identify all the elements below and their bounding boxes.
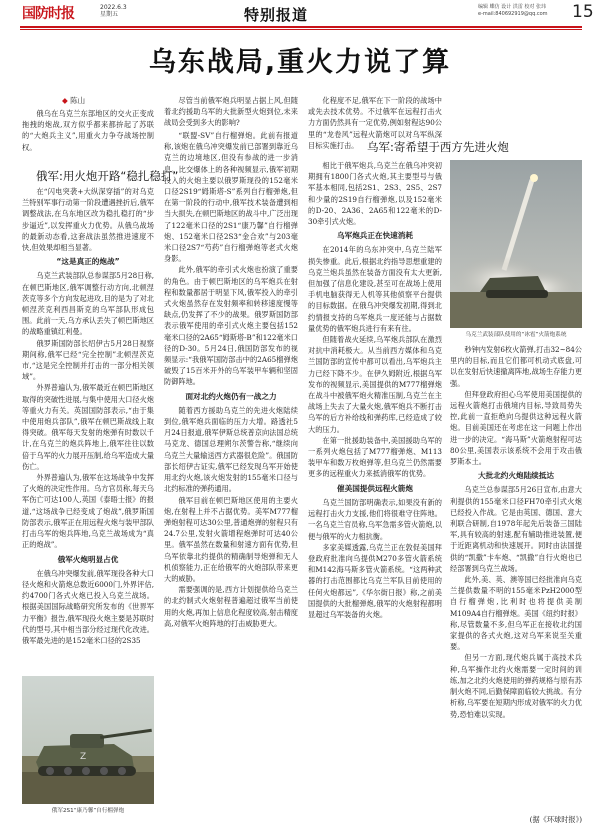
email-line: e-mail:840692919@qq.com [478,11,548,17]
paragraph: 此外,美、英、澳等国已经批准向乌克兰提供数量不明的155毫米PzH2000型自行榴弹炮,比利时也将提供美制M109A4自行榴弹炮。美国《纽约时报》称,尽管数量不多,但乌军正在接收北约国家提供的各式火炮,这对乌军来说至关重要。 [450,575,582,652]
rocket-launch-image [450,160,582,328]
masthead [0,0,600,24]
paragraph: 化程度不足,俄军在下一阶段的战场中或先去技术优势。不过俄军在远程打击火力方面仍然具有一定优势,例如射程达90公里的“龙卷风”远程火箭炮可以对乌军纵深目标实施打击。 [308,96,442,150]
subheading: 催美国提供远程火箭炮 [337,483,413,493]
page-number: 15 [572,2,594,22]
issue-date: 2022.6.3 [100,4,127,11]
photo1-caption: 俄军2S1“康乃馨”自行榴弹炮 [51,808,125,814]
lead-column-2 [164,95,298,129]
section2-column-2 [450,344,582,814]
subheading: 乌军炮兵正在快速消耗 [337,231,413,241]
paragraph: 但拜登政府担心乌军使用美国提供的远程火箭炮打击俄境内目标,导致局势失控,此前一直拒绝向乌提供这种远程火箭炮。目前美国还在考虑在这一问题上作出进一步的决定。“海马斯”火箭炮射程可达80公里,美国表示该系统不会用于攻击俄罗斯本土。 [450,389,582,467]
subheading: 俄军火炮明显占优 [57,554,119,564]
paragraph: 在2014年的乌东冲突中,乌克兰陆军损失惨重。此后,根据北约指导思想重建的乌克兰炮兵虽然在装备方面没有太大更新,但加强了信息化建设,甚至可在战场上使用手机电脑获得无人机等其他侦察平台提供的目标数据。在俄乌冲突爆发初期,得到北约情报支持的乌军炮兵一度还能与占据数量优势的俄军炮兵进行有来有往。 [308,245,442,333]
subheading: “这是真正的炮战” [56,257,120,267]
section2-title-text: 乌军:寄希望于西方先进火炮 [367,140,509,154]
author-name: 陈山 [70,96,86,105]
subheading: 大批北约火炮陆续抵达 [478,471,554,481]
author-byline [62,95,85,106]
paragraph: 相比于俄军炮兵,乌克兰在俄乌冲突初期拥有1800门各式火炮,其主要型号与俄军基本相同,包括2S1、2S3、2S5、2S7和少量的2S19自行榴弹炮,以及152毫米的D-20、2A36、2A65和122毫米的D-30牵引式火炮。 [308,161,442,227]
paragraph: 俄军目前在顿巴斯地区使用的主要火炮,在射程上并不占据优势。美军M777榴弹炮射程可达30公里,普通炮弹的射程只有24.7公里,发射火箭增程炮弹时可达40公里。俄军虽然在数量和射速方面有优势,但乌军依靠北约提供的精确制导炮弹和无人机侦察能力,正在给俄军的火炮部队带来更大的威胁。 [164,495,298,583]
paragraph: 在俄乌冲突爆发前,俄军现役各种大口径火炮和火箭炮总数近6000门,外界评估,约4700门各式火炮已投入乌克兰战场。根据美国国际战略研究所发布的《世界军力平衡》报告,俄军现役火炮主要是苏联时代的型号,其中相当部分经过现代化改进。俄军最先进的是152毫米口径的2S35 [22,568,154,645]
paragraph: 俄罗斯国防部长绍伊古5月28日视察期间称,俄军已经“完全控制”北顿涅茨克市,“这是完全控制并打击的一部分相关领域”。 [22,338,154,382]
paragraph: 乌克兰武装部队总参谋部5月28日称,在顿巴斯地区,俄军调整行动方向,北顿涅茨克等多个方向发起进攻,目的是为了对北顿涅茨克利西昌斯克的乌军部队形成包围。此前一天,乌方承认丢失了顿巴斯地区的战略重镇红利曼。 [22,271,154,337]
section1-column-3 [308,95,442,150]
section2-title [367,139,509,155]
paragraph: 此外,俄军的牵引式火炮也扮演了重要的角色。由于顿巴斯地区的乌军炮兵在射程和数量都居于明显下风,俄军投入的牵引式火炮虽然存在发射频率和转移速度慢等缺点,仍发挥了不少的战果。俄罗斯国防部表示俄军使用的牵引式火炮主要包括152毫米口径的2A65“姆斯塔-B”和122毫米口径的D-30。5月24日,俄国防部发布的视频显示:“我俄军国防部击中的2A65榴弹炮破毁了15百米开外的乌军装甲车辆和坚固防御阵地。 [164,265,298,387]
lead-paragraph: 俄乌在乌克兰东部地区的交火正变成拖拽的炮战,双方似乎都来都拚起了苏联的“大炮兵主义”,用重火力争夺战场控制权。 [22,109,154,152]
lead-column [22,108,154,164]
section2-column-1 [308,160,442,820]
paragraph: 多家美媒透露,乌克兰正在敦促美国拜登政府批准向乌提供M270多管火箭系统和M142海马斯多管火箭系统。“这两种武器的打击范围都比乌克兰军队目前使用的任何火炮都远”,《华尔街日报》称,之前美国提供的大批榴弹炮,俄军的火炮射程都明显超过乌军装备的火炮。 [308,542,442,619]
paragraph: 但另一方面,现代炮兵属于高技术兵种,乌军操作北约火炮需要一定时间的训练,加之北约火炮使用的弹药规格与原有苏制火炮不同,后勤保障面临较大挑战。有分析称,乌军要在短期内形成对俄军的火力优势,恐怕难以实现。 [450,653,582,719]
subheading: 面对北约火炮仍有一战之力 [185,391,277,401]
paragraph: 在第一批援助装备中,美国援助乌军的一系列火炮包括了M777榴弹炮、M113装甲车和数万枚炮弹等,但乌克兰仍然需要更多的远程重火力来抵消俄军的优势。 [308,435,442,479]
newspaper-logo: 国防时报 [22,6,74,22]
section-title: 特别报道 [244,6,309,24]
section1-column-1 [22,186,154,645]
paragraph: 随着西方援助乌克兰的先进火炮陆续到位,俄军炮兵面临的压力大增。路透社5月24日报道,俄军伊斯总统普京向法国总统马克龙、德国总理朔尔茨警告称,“继续向乌克兰大量输送西方武器很危险”。俄国防部长绍伊古证实,俄军已经发现乌军开始使用北约火炮,该火炮发射的155毫米口径与北约标准的弹药通用。 [164,405,298,494]
paragraph: “联盟-SV”自行榴弹炮。此前有报道称,该炮在俄乌冲突爆发前已部署到靠近乌克兰的边境地区,但没有参战的进一步消息。比交爆体上的各种视频显示,俄军初期投入的火炮主要以俄罗斯现役的152毫米口径2S19“姆斯塔-S”系列自行榴弹炮,但在第一阶段的行动中,俄军技术装备遭到相当大损失,在顿巴斯地区的战斗中,广泛出现了122毫米口径的2S1“康乃馨”自行榴弹炮、152毫米口径2S3“金合欢”与203毫米口径2S7“芍药”自行榴弹炮等老式火炮身影。 [164,131,298,264]
rocket-launch-photo [450,160,582,328]
paragraph: 乌克兰总参谋部5月26日宣布,由意大利提供的155毫米口径FH70牵引式火炮已经投入作战。它是由英国、德国、意大利联合研制,自1978年起先后装备三国陆军,具有较高的射速,配有辅助推进装置,便于近距离机动和快速展开。同时由法国提供的“凯撒”卡车炮、“凯撒”自行火炮也已经部署到乌克兰战场。 [450,485,582,573]
lead-paragraph-2: 尽管当前俄军炮兵明显占据上风,但随着北约援助乌军的大批新型火炮到位,未来战局会受到多大的影响? [164,96,298,128]
paragraph: 外界普遍认为,俄军在这场战争中发挥了火炮的决定性作用。乌方官员称,每天乌军伤亡可达100人,英国《泰晤士报》的报道,“这场战争已经变成了炮战”,俄罗斯国防部表示,俄军正在用远程火炮与装甲部队打击乌军的炮兵阵地,乌克兰战场成为“真正的炮战”。 [22,473,154,550]
author-marker-icon: ◆ [62,96,68,105]
svg-text:Z: Z [80,752,87,762]
artillery-photo-image [22,676,154,804]
paragraph: 需要强调的是,西方计划提供给乌克兰的北约制式火炮射程普遍超过俄军当前使用的火炮,再加上信息化程度较高,射击精度高,对俄军火炮阵地的打击威胁更大。 [164,585,298,628]
issue-weekday: 星期五 [100,11,119,18]
section1-title-text: 俄军:用火炮开路“稳扎稳打” [36,169,179,183]
paragraph: 外界普遍认为,俄军最近在顿巴斯地区取得的突破性进展,与集中使用大口径火炮等重火力有关。英国国防部表示,“由于集中使用炮兵部队”,俄军在顿巴斯战线上取得突破。俄军每天发射的炮弹有时数以千计,在乌克兰的炮兵阵地上,俄军往往以数倍于乌军的火力展开压制,给乌军造成大量伤亡。 [22,383,154,471]
paragraph: 乌克兰国防部明确表示,如果没有新的远程打击火力支援,他们将很难守住阵地。一名乌克兰官员称,乌军急需多管火箭炮,以便与俄军的火力相抗衡。 [308,497,442,541]
source-sign-block [450,814,582,826]
header-rule [20,26,582,28]
issue-date-block [100,4,127,18]
section1-column-2 [164,130,298,804]
paragraph: 秒钟内发射6枚火箭弹,打击32~84公里内的目标,而且它们都可机动式底盘,可以在发射后快速撤离阵地,战场生存能力更强。 [450,345,582,388]
artillery-photo [22,676,154,804]
source-sign: (据《环球时报》) [529,815,582,824]
paragraph: 但随着战火延续,乌军炮兵部队在激烈对抗中消耗极大。从当前西方媒体和乌克兰国防部的宣传中都可以看出,乌军炮兵主力已经下降不少。在伊久姆附近,根据乌军发布的视频显示,美国提供的M777榴弹炮在战斗中被俄军炮火精准压制,乌克兰在主战场上失去了大量火炮,俄军炮兵不断打击乌军的后方补给线和弹药库,已经造成了较大的压力。 [308,335,442,434]
photo2-caption: 乌克兰武装部队使用的“冰雹”火箭炮系统 [465,332,567,338]
header-rule-thin [20,29,582,30]
section1-title [36,168,178,184]
paragraph: 在“闪电突袭+大纵深穿插”的对乌克兰特别军事行动第一阶段遭遇挫折后,俄军调整战法,在乌东地区改为稳扎稳打的“步步逼近”,以发挥重火力优势。从俄乌战场的最新动态看,这套战法虽然推进速度不快,但效果却相当显著。 [22,187,154,253]
credits-line: 编辑 蝶仿 设计 洪雷 校对 张玮 [478,4,546,10]
editor-credits [478,4,548,18]
main-headline: 乌东战局,重火力说了算 [148,47,452,78]
